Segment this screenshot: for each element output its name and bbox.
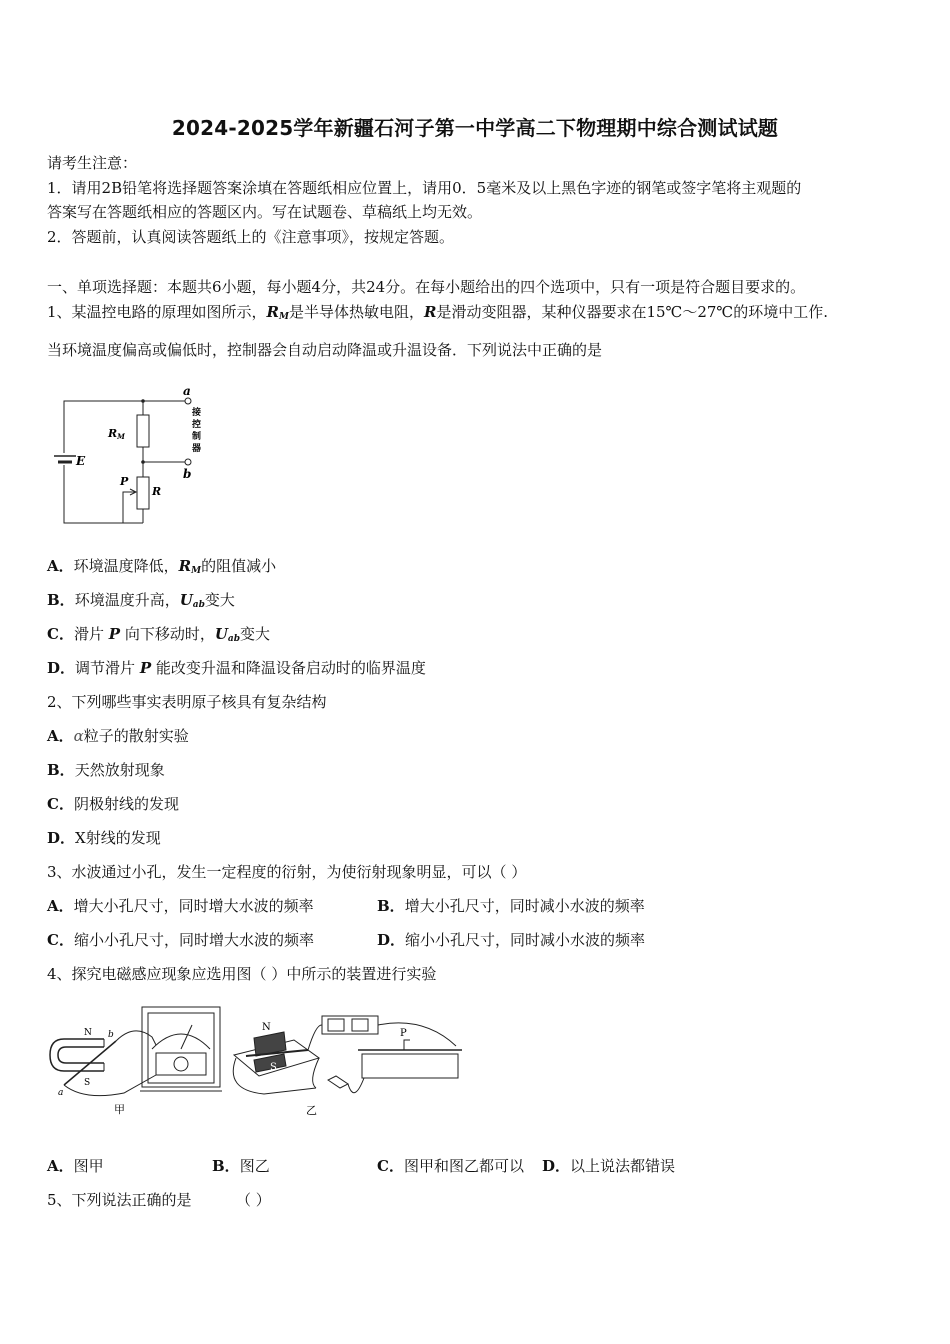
notice-line-2: 2．答题前，认真阅读答题纸上的《注意事项》，按规定答题。 — [47, 228, 455, 246]
q3-option-d[interactable]: D．缩小小孔尺寸，同时减小水波的频率 — [377, 931, 646, 949]
q2-option-a[interactable]: A．α粒子的散射实验 — [47, 727, 189, 745]
jia-s-label: S — [84, 1078, 91, 1088]
q1-option-c[interactable]: C．滑片 P 向下移动时，$U_{ab}$变大 — [47, 625, 271, 644]
q4-option-c[interactable]: C．图甲和图乙都可以 — [377, 1157, 524, 1175]
junction-dot-mid — [141, 460, 145, 464]
q2-stem: 2、下列哪些事实表明原子核具有复杂结构 — [47, 693, 327, 711]
terminal-a-label: a — [183, 385, 191, 398]
yi-s-label: S — [270, 1062, 277, 1073]
junction-dot-top — [141, 399, 145, 403]
yi-caption: 乙 — [306, 1104, 317, 1117]
slider-p-label: P — [120, 475, 129, 488]
q2-option-c[interactable]: C．阴极射线的发现 — [47, 795, 179, 813]
q1-stem-line1: 1、某温控电路的原理如图所示，$R_M$是半导体热敏电阻，R是滑动变阻器，某种仪器要求在15℃～27℃的环境中工作. — [47, 303, 828, 322]
jia-caption: 甲 — [114, 1103, 125, 1116]
q3-stem: 3、水波通过小孔，发生一定程度的衍射，为使衍射现象明显，可以（ ） — [47, 863, 527, 881]
terminal-b-label: b — [183, 467, 192, 481]
q4-stem: 4、探究电磁感应现象应选用图（ ）中所示的装置进行实验 — [47, 965, 437, 983]
yi-p-label: P — [400, 1028, 407, 1039]
page-title: 2024-2025学年新疆石河子第一中学高二下物理期中综合测试试题 — [171, 116, 779, 140]
q3-option-a[interactable]: A．增大小孔尺寸，同时增大水波的频率 — [47, 897, 314, 915]
yi-n-label: N — [262, 1022, 271, 1033]
section-heading: 一、单项选择题：本题共6小题，每小题4分，共24分。在每小题给出的四个选项中，只有一项是符合题目要求的。 — [47, 278, 806, 296]
q1-option-b[interactable]: B．环境温度升高，$U_{ab}$变大 — [47, 591, 235, 610]
q4-option-d[interactable]: D．以上说法都错误 — [542, 1157, 676, 1175]
q1-option-a[interactable]: A．环境温度降低，$R_M$的阻值减小 — [47, 557, 277, 576]
svg-text:器: 器 — [192, 444, 202, 454]
q3-option-c[interactable]: C．缩小小孔尺寸，同时增大水波的频率 — [47, 931, 314, 949]
controller-label — [191, 406, 201, 454]
q4-figure-yi — [224, 1010, 469, 1120]
notice-line-1a: 1．请用2B铅笔将选择题答案涂填在答题纸相应位置上，请用0．5毫米及以上黑色字迹的钢笔或签字笔将主观题的 — [47, 179, 802, 197]
q5-paren: （ ） — [236, 1191, 271, 1209]
q1-option-d[interactable]: D．调节滑片 P 能改变升温和降温设备启动时的临界温度 — [47, 659, 426, 677]
notice-line-1b: 答案写在答题纸相应的答题区内。写在试题卷、草稿纸上均无效。 — [47, 203, 483, 221]
q5-stem: 5、下列说法正确的是 — [47, 1191, 192, 1209]
q3-option-b[interactable]: B．增大小孔尺寸，同时减小水波的频率 — [377, 897, 645, 915]
q4-option-b[interactable]: B．图乙 — [212, 1157, 270, 1175]
q2-option-d[interactable]: D．X射线的发现 — [47, 829, 161, 847]
battery-label: E — [76, 454, 86, 468]
jia-n-label: N — [84, 1028, 92, 1038]
q1-stem-line2: 当环境温度偏高或偏低时，控制器会自动启动降温或升温设备．下列说法中正确的是 — [47, 341, 603, 359]
notice-heading: 请考生注意： — [47, 154, 138, 172]
q4-figure-jia — [44, 1003, 224, 1118]
rheostat-label: R — [152, 485, 162, 498]
q2-option-b[interactable]: B．天然放射现象 — [47, 761, 165, 779]
q1-circuit-figure — [50, 385, 210, 530]
svg-text:接: 接 — [192, 408, 202, 418]
svg-text:制: 制 — [192, 432, 202, 442]
rm-label: RM — [108, 427, 125, 441]
jia-a-label: a — [58, 1088, 64, 1098]
jia-b-label: b — [108, 1030, 114, 1040]
svg-text:控: 控 — [192, 420, 202, 430]
q4-option-a[interactable]: A．图甲 — [47, 1157, 104, 1175]
